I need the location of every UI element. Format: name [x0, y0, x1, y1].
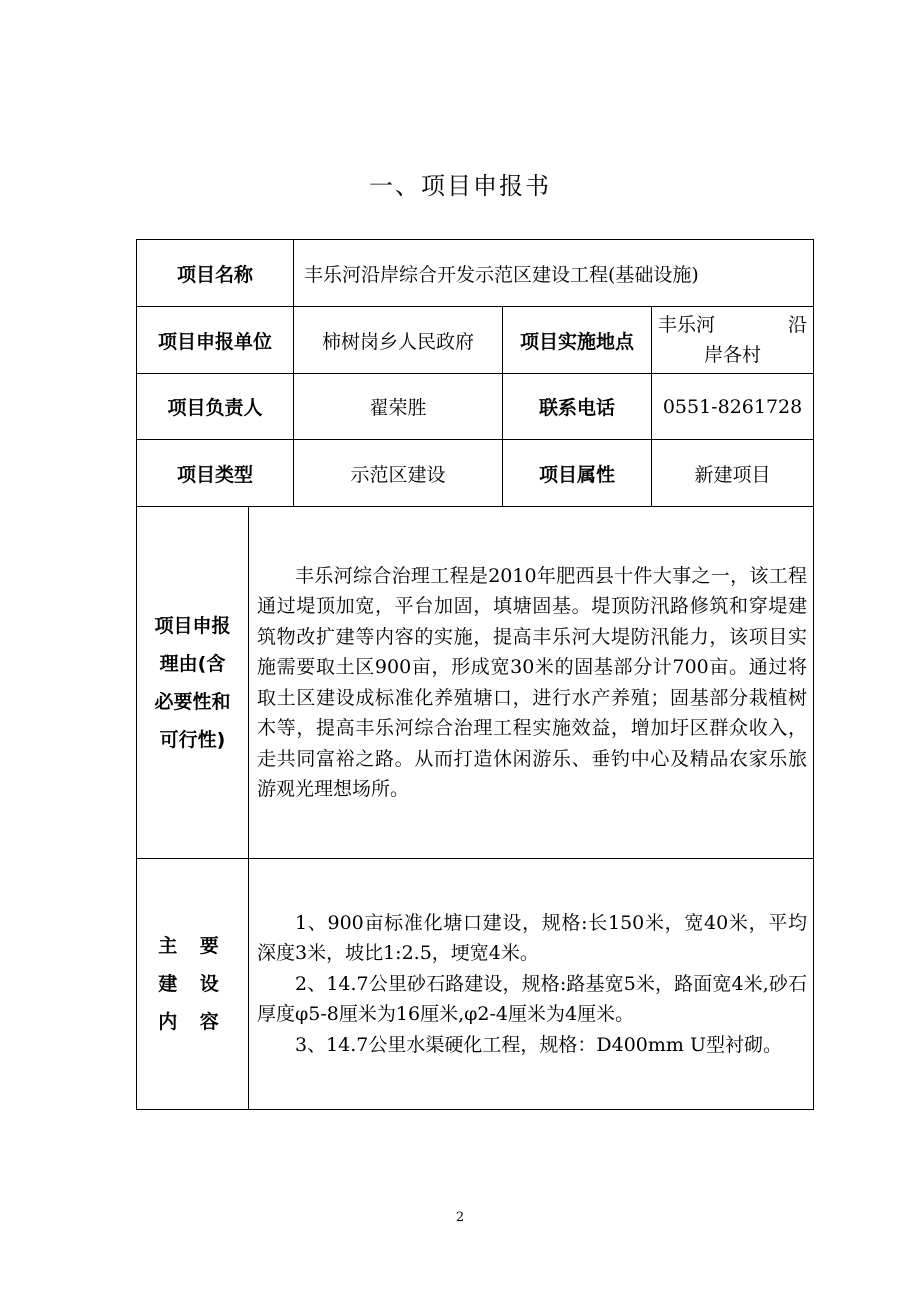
row-leader — [137, 374, 814, 440]
application-form-table — [136, 239, 814, 1110]
row-applicant — [137, 307, 814, 374]
content-label-line: 内 容 — [158, 1011, 227, 1033]
reason-label-line: 理由(含 — [159, 652, 226, 675]
content-label-line: 主 要 — [158, 935, 227, 957]
content-item: 1、900亩标准化塘口建设，规格:长150米，宽40米，平均深度3米，坡比1:2.5，埂宽4米。 — [257, 911, 808, 965]
attribute-value: 新建项目 — [652, 440, 814, 507]
content-item: 2、14.7公里砂石路建设，规格:路基宽5米，路面宽4米,砂石厚度φ5-8厘米为16厘米,φ2-4厘米为4厘米。 — [257, 972, 808, 1026]
row-type — [137, 440, 814, 507]
page-number: 2 — [455, 1210, 465, 1225]
row-content — [137, 859, 814, 1110]
reason-text — [249, 507, 814, 859]
content-item: 3、14.7公里水渠硬化工程，规格：D400mm U型衬砌。 — [295, 1033, 782, 1056]
project-name-label: 项目名称 — [137, 240, 294, 307]
reason-label — [137, 507, 249, 859]
type-label: 项目类型 — [137, 440, 294, 507]
location-label: 项目实施地点 — [503, 307, 652, 374]
type-value: 示范区建设 — [294, 440, 503, 507]
project-name-value: 丰乐河沿岸综合开发示范区建设工程(基础设施) — [294, 240, 814, 307]
reason-label-line: 项目申报 — [154, 614, 231, 637]
location-value — [652, 307, 814, 374]
location-value-part2: 沿 — [788, 314, 808, 336]
row-reason — [137, 507, 814, 859]
attribute-label: 项目属性 — [503, 440, 652, 507]
location-value-part3: 岸各村 — [704, 344, 762, 366]
leader-value: 翟荣胜 — [294, 374, 503, 440]
location-value-part1: 丰乐河 — [658, 314, 716, 336]
content-label — [137, 859, 249, 1110]
applicant-value: 柿树岗乡人民政府 — [294, 307, 503, 374]
leader-label: 项目负责人 — [137, 374, 294, 440]
content-label-line: 建 设 — [158, 973, 227, 995]
phone-label: 联系电话 — [503, 374, 652, 440]
phone-value: 0551-8261728 — [652, 374, 814, 440]
row-project-name — [137, 240, 814, 307]
reason-label-line: 必要性和 — [154, 690, 231, 713]
content-text — [249, 859, 814, 1110]
page-title: 一、项目申报书 — [369, 172, 551, 200]
applicant-label: 项目申报单位 — [137, 307, 294, 374]
reason-label-line: 可行性) — [159, 728, 226, 751]
reason-paragraph: 丰乐河综合治理工程是2010年肥西县十件大事之一，该工程通过堤顶加宽，平台加固，填塘固基。堤顶防汛路修筑和穿堤建筑物改扩建等内容的实施，提高丰乐河大堤防汛能力，该项目实施需要取土区900亩，形成宽30米的固基部分计700亩。通过将取土区建设成标准化养殖塘口，进行水产养殖；固基部分栽植树木等，提高丰乐河综合治理工程实施效益，增加圩区群众收入，走共同富裕之路。从而打造休闲游乐、垂钓中心及精品农家乐旅游观光理想场所。 — [257, 564, 808, 800]
